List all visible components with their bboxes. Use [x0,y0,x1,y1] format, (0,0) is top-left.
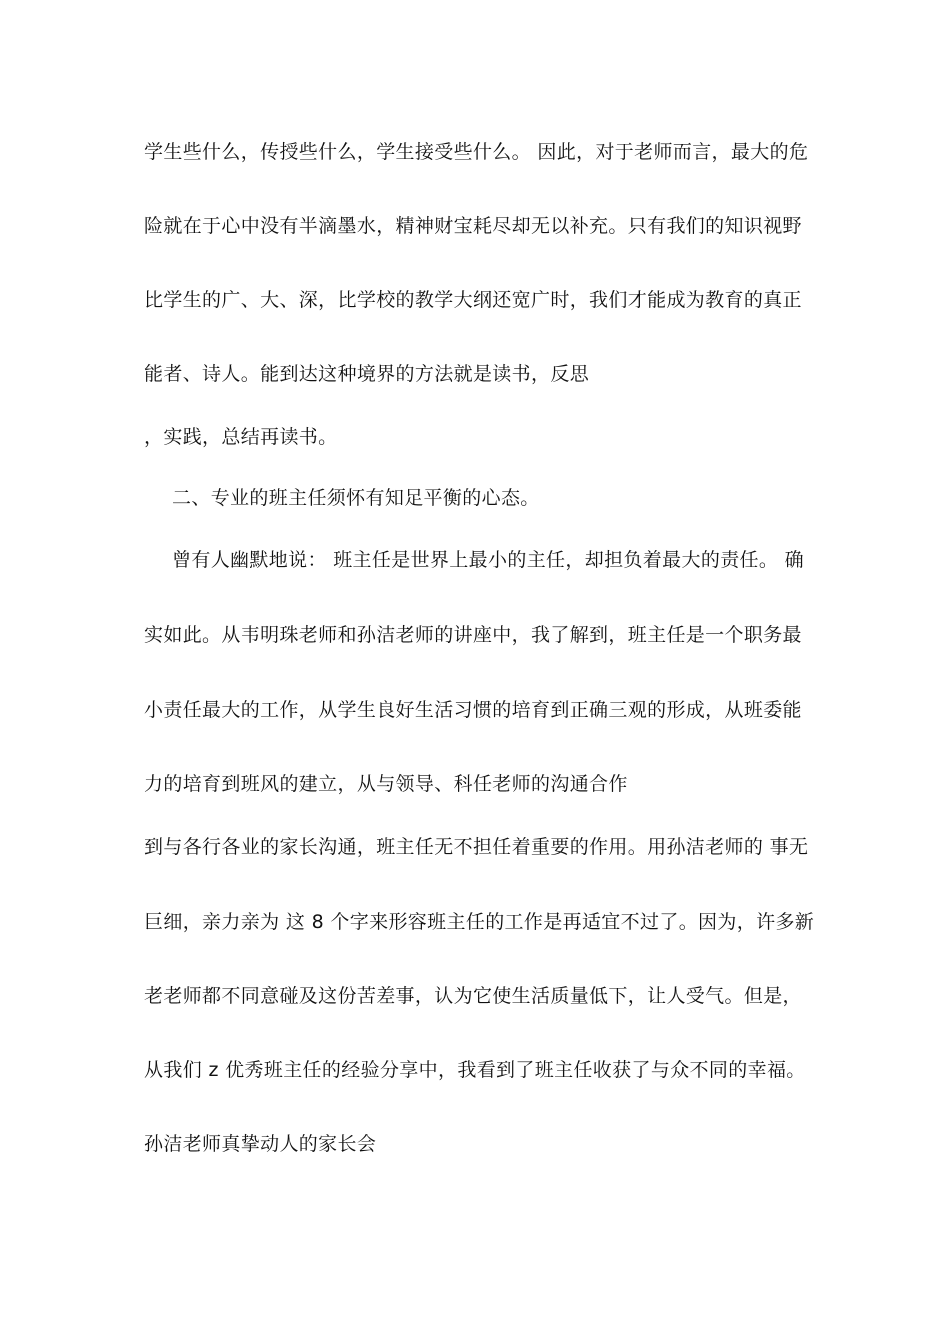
paragraph-line: 从我们 z 优秀班主任的经验分享中，我看到了班主任收获了与众不同的幸福。 [144,1059,806,1081]
section-heading: 二、专业的班主任须怀有知足平衡的心态。 [172,487,540,509]
paragraph-line: 险就在于心中没有半滴墨水，精神财宝耗尽却无以补充。只有我们的知识视野 [144,215,802,237]
paragraph-line: 巨细，亲力亲为 这 8 个字来形容班主任的工作是再适宜不过了。因为，许多新 [144,911,815,933]
paragraph-line: 实如此。从韦明珠老师和孙洁老师的讲座中，我了解到，班主任是一个职务最 [144,624,802,646]
paragraph-line: 曾有人幽默地说： 班主任是世界上最小的主任，却担负着最大的责任。 确 [172,549,804,571]
paragraph-line: 孙洁老师真挚动人的家长会 [144,1133,377,1155]
paragraph-line: 到与各行各业的家长沟通，班主任无不担任着重要的作用。用孙洁老师的 事无 [144,836,809,858]
paragraph-line: 小责任最大的工作，从学生良好生活习惯的培育到正确三观的形成，从班委能 [144,699,802,721]
paragraph-line: 比学生的广、大、深，比学校的教学大纲还宽广时，我们才能成为教育的真正 [144,289,802,311]
paragraph-line: 力的培育到班风的建立，从与领导、科任老师的沟通合作 [144,773,628,795]
paragraph-line: 能者、诗人。能到达这种境界的方法就是读书，反思 [144,363,590,385]
paragraph-line: 老老师都不同意碰及这份苦差事，认为它使生活质量低下，让人受气。但是， [144,985,802,1007]
paragraph-line: ，实践，总结再读书。 [144,426,338,448]
paragraph-line: 学生些什么，传授些什么，学生接受些什么。 因此，对于老师而言，最大的危 [144,141,809,163]
